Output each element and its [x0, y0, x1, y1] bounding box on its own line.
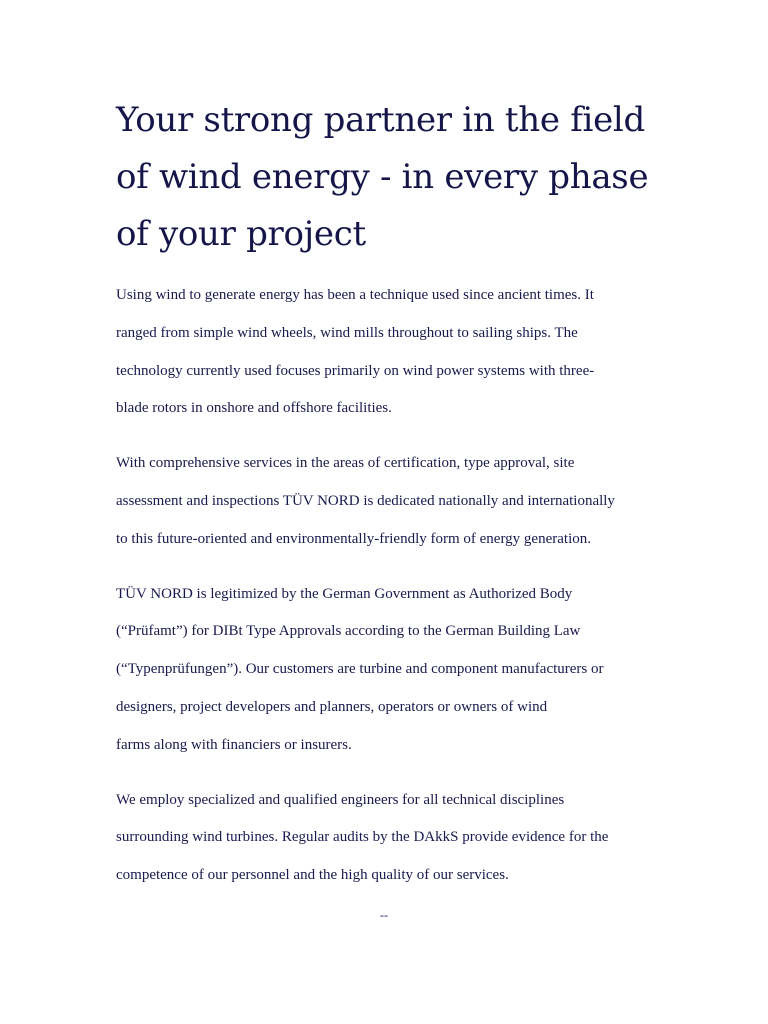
title-line: of your project	[116, 214, 366, 254]
paragraph-line: (“Prüfamt”) for DIBt Type Approvals according to the German Building Law	[116, 623, 581, 640]
paragraph-wind-history	[116, 277, 661, 428]
paragraph-line: TÜV NORD is legitimized by the German Government as Authorized Body	[116, 585, 573, 602]
paragraph-services	[116, 445, 661, 558]
paragraph-line: competence of our personnel and the high quality of our services.	[116, 867, 509, 884]
paragraph-line: ranged from simple wind wheels, wind mills throughout to sailing ships. The	[116, 324, 578, 341]
paragraph-line: designers, project developers and planners, operators or owners of wind	[116, 698, 548, 715]
paragraph-line: We employ specialized and qualified engineers for all technical disciplines	[116, 791, 565, 808]
title-line: Your strong partner in the field	[116, 100, 645, 140]
paragraph-line: blade rotors in onshore and offshore facilities.	[116, 400, 392, 417]
paragraph-line: farms along with financiers or insurers.	[116, 736, 352, 753]
paragraph-line: Using wind to generate energy has been a technique used since ancient times. It	[116, 287, 594, 303]
page-marker: --	[380, 908, 388, 922]
paragraph-line: surrounding wind turbines. Regular audits by the DAkkS provide evidence for the	[116, 829, 609, 846]
paragraph-line: to this future-oriented and environmentally-friendly form of energy generation.	[116, 530, 591, 547]
paragraph-engineers	[116, 782, 661, 895]
page-title	[116, 92, 661, 263]
paragraph-line: technology currently used focuses primarily on wind power systems with three-	[116, 362, 595, 379]
paragraph-line: assessment and inspections TÜV NORD is dedicated nationally and internationally	[116, 492, 615, 509]
paragraph-line: With comprehensive services in the areas of certification, type approval, site	[116, 455, 575, 472]
paragraph-legitimization	[116, 576, 661, 765]
paragraph-line: (“Typenprüfungen”). Our customers are turbine and component manufacturers or	[116, 661, 604, 678]
title-line: of wind energy - in every phase	[116, 157, 649, 197]
document-page	[116, 92, 661, 912]
